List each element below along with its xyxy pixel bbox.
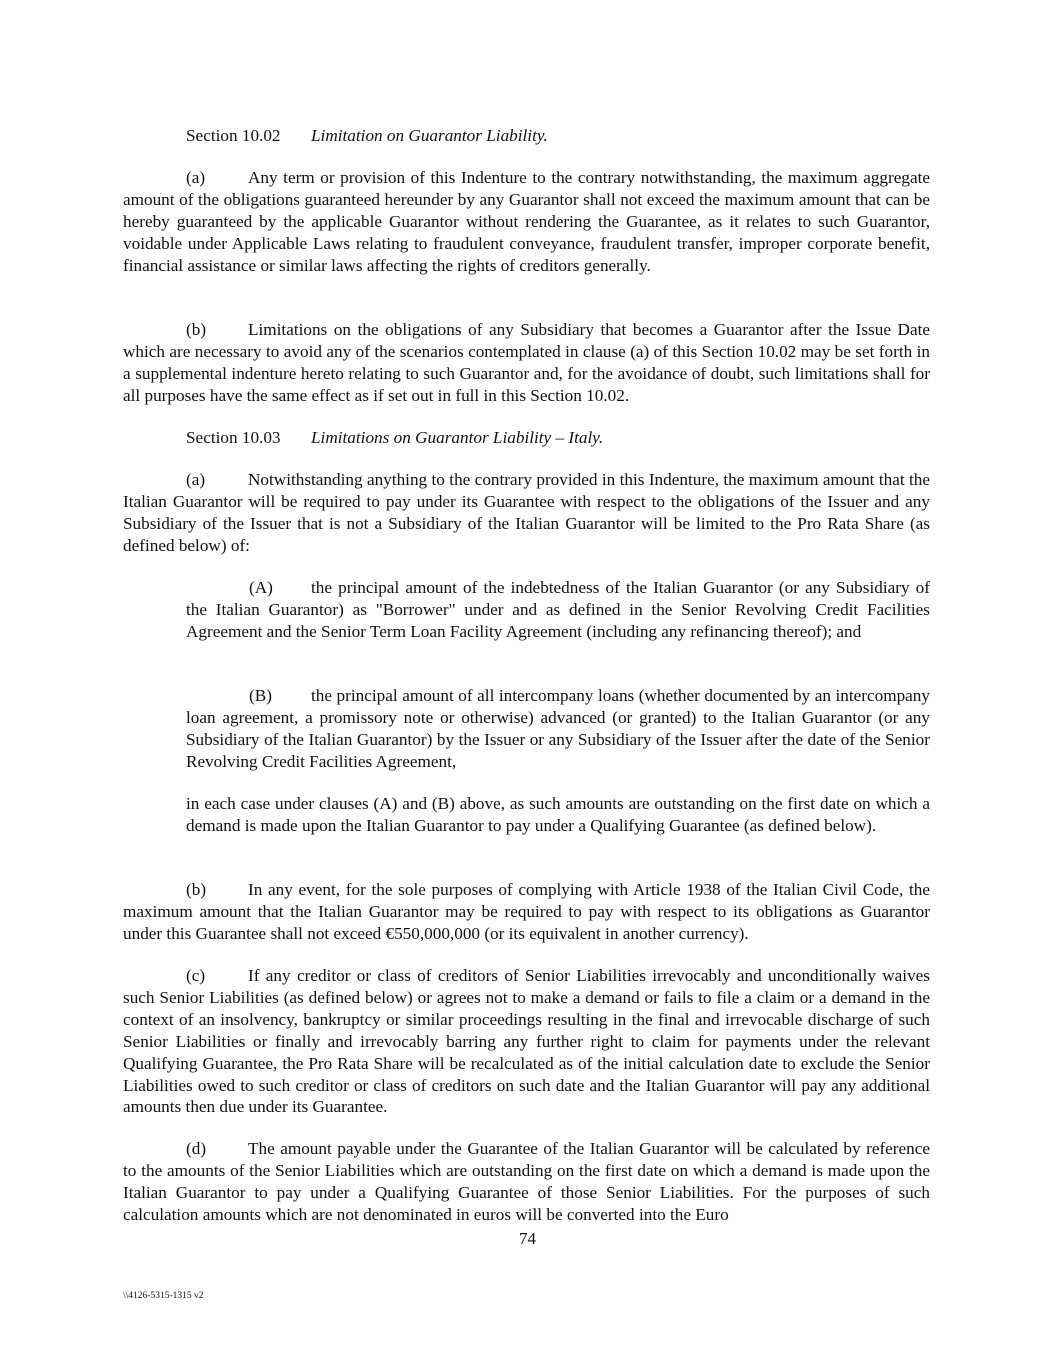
paragraph-10-03-c [123, 965, 930, 1118]
paragraph-text: The amount payable under the Guarantee of the Italian Guarantor will be calculated by reference to the amounts of the Senior Liabilities which are outstanding on the first date on which a demand is made upon the Italian Guarantor to pay under a Qualifying Guarantee of those Senior Liabilities. For the purposes of such calculation amounts which are not denominated in euros will be converted into the Euro [123, 1139, 930, 1224]
paragraph-10-03-b [123, 879, 930, 945]
section-number: Section 10.02 [186, 126, 281, 145]
clause-label: (A) [249, 578, 273, 597]
document-id-footer: \\4126-5315-1315 v2 [123, 1291, 204, 1301]
section-heading-10-03 [123, 427, 930, 449]
paragraph-10-02-b [123, 319, 930, 407]
clause-label: (B) [249, 686, 272, 705]
paragraph-text: Any term or provision of this Indenture to the contrary notwithstanding, the maximum aggregate amount of the obligations guaranteed hereunder by any Guarantor shall not exceed the maximum amount that can be hereby guaranteed by the applicable Guarantor without rendering the Guarantee, as it relates to such Guarantor, voidable under Applicable Laws relating to fraudulent conveyance, fraudulent transfer, improper corporate benefit, financial assistance or similar laws affecting the rights of creditors generally. [123, 168, 930, 275]
paragraph-label: (b) [186, 880, 207, 899]
paragraph-label: (d) [186, 1139, 207, 1158]
section-heading-10-02 [123, 125, 930, 147]
paragraph-text: Notwithstanding anything to the contrary provided in this Indenture, the maximum amount that the Italian Guarantor will be required to pay under its Guarantee with respect to the obligations of the Issuer and any Subsidiary of the Issuer that is not a Subsidiary of the Italian Guarantor will be limited to the Pro Rata Share (as defined below) of: [123, 470, 930, 555]
section-title: Limitation on Guarantor Liability. [311, 126, 548, 145]
paragraph-text: Limitations on the obligations of any Subsidiary that becomes a Guarantor after the Issue Date which are necessary to avoid any of the scenarios contemplated in clause (a) of this Section 10.02 may be set forth in a supplemental indenture hereto relating to such Guarantor and, for the avoidance of doubt, such limitations shall for all purposes have the same effect as if set out in full in this Section 10.02. [123, 320, 930, 405]
paragraph-text: In any event, for the sole purposes of complying with Article 1938 of the Italian Civil Code, the maximum amount that the Italian Guarantor may be required to pay with respect to its obligations as Guarantor under this Guarantee shall not exceed €550,000,000 (or its equivalent in another currency). [123, 880, 930, 943]
clause-tail: in each case under clauses (A) and (B) above, as such amounts are outstanding on the first date on which a demand is made upon the Italian Guarantor to pay under a Qualifying Guarantee (as defined below). [186, 794, 930, 835]
paragraph-label: (a) [186, 168, 206, 187]
clause-B [186, 685, 930, 773]
paragraph-label: (a) [186, 470, 206, 489]
paragraph-label: (c) [186, 966, 206, 985]
page-number: 74 [519, 1229, 536, 1248]
paragraph-label: (b) [186, 320, 207, 339]
clause-A [186, 577, 930, 643]
paragraph-text: If any creditor or class of creditors of Senior Liabilities irrevocably and unconditionally waives such Senior Liabilities (as defined below) or agrees not to make a demand or fails to file a claim or a demand in the context of an insolvency, bankruptcy or similar proceedings resulting in the final and irrevocable discharge of such Senior Liabilities or finally and irrevocably barring any further right to claim for payments under the relevant Qualifying Guarantee, the Pro Rata Share will be recalculated as of the initial calculation date to exclude the Senior Liabilities owed to such creditor or class of creditors on such date and the Italian Guarantor will pay any additional amounts then due under its Guarantee. [123, 966, 930, 1117]
paragraph-10-03-d [123, 1138, 930, 1226]
section-title: Limitations on Guarantor Liability – Italy. [311, 428, 604, 447]
section-number: Section 10.03 [186, 428, 281, 447]
clause-text: the principal amount of all intercompany loans (whether documented by an intercompany loan agreement, a promissory note or otherwise) advanced (or granted) to the Italian Guarantor (or any Subsidiary of the Italian Guarantor) by the Issuer or any Subsidiary of the Issuer after the date of the Senior Revolving Credit Facilities Agreement, [186, 686, 930, 771]
paragraph-10-02-a [123, 167, 930, 277]
paragraph-10-03-a [123, 469, 930, 557]
clause-text: the principal amount of the indebtedness of the Italian Guarantor (or any Subsidiary of the Italian Guarantor) as "Borrower" under and as defined in the Senior Revolving Credit Facilities Agreement and the Senior Term Loan Facility Agreement (including any refinancing thereof); and [186, 578, 930, 641]
